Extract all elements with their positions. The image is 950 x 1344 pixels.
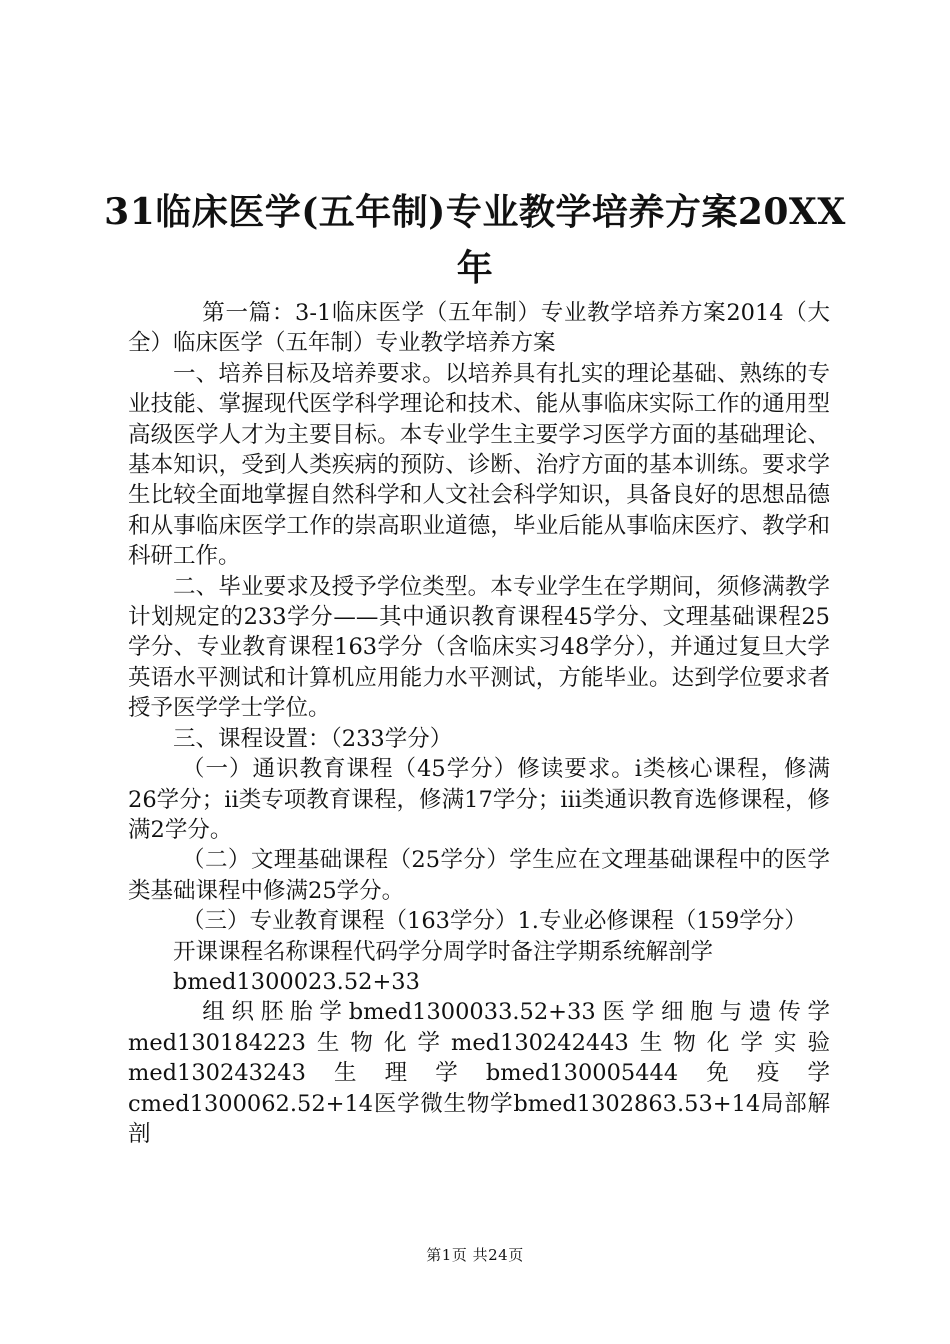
paragraph-basic-courses: （二）文理基础课程（25学分）学生应在文理基础课程中的医学类基础课程中修满25学分。 [128, 847, 830, 904]
paragraph-general-education: （一）通识教育课程（45学分）修读要求。i类核心课程，修满26学分；ii类专项教育课程，修满17学分；iii类通识教育选修课程，修满2学分。 [128, 756, 830, 843]
paragraph-section-2: 二、毕业要求及授予学位类型。本专业学生在学期间，须修满教学计划规定的233学分——其中通识教育课程45学分、文理基础课程25学分、专业教育课程163学分（含临床实习48学分），并通过复旦大学英语水平测试和计算机应用能力水平测试，方能毕业。达到学位要求者授予医学学士学位。 [128, 573, 830, 722]
paragraph-course-table-header: 开课课程名称课程代码学分周学时备注学期系统解剖学 [173, 938, 714, 965]
paragraph-professional-courses: （三）专业教育课程（163学分）1.专业必修课程（159学分） [182, 908, 807, 935]
document-title-line2: 年 [456, 247, 494, 289]
paragraph-course-code-line: bmed1300023.52+33 [173, 968, 420, 995]
paragraph-course-list: 组织胚胎学bmed1300033.52+33医学细胞与遗传学med130184223生物化学med130242443生物化学实验med130243243生理学bmed130005444免疫学cmed1300062.52+14医学微生物学bmed1302863.53+14局部解剖 [128, 999, 830, 1147]
paragraph-intro: 第一篇：3-1临床医学（五年制）专业教学培养方案2014（大全）临床医学（五年制）专业教学培养方案 [128, 300, 830, 357]
page-number-footer: 第1页 共24页 [426, 1246, 524, 1264]
document-body [128, 298, 830, 1149]
paragraph-section-1: 一、培养目标及培养要求。以培养具有扎实的理论基础、熟练的专业技能、掌握现代医学科学理论和技术、能从事临床实际工作的通用型高级医学人才为主要目标。本专业学生主要学习医学方面的基础理论、基本知识，受到人类疾病的预防、诊断、治疗方面的基本训练。要求学生比较全面地掌握自然科学和人文社会科学知识，具备良好的思想品德和从事临床医学工作的崇高职业道德，毕业后能从事临床医疗、教学和科研工作。 [128, 360, 830, 570]
document-title-line1: 31临床医学(五年制)专业教学培养方案20XX [104, 191, 846, 233]
paragraph-section-3-heading: 三、课程设置：（233学分） [173, 725, 453, 752]
